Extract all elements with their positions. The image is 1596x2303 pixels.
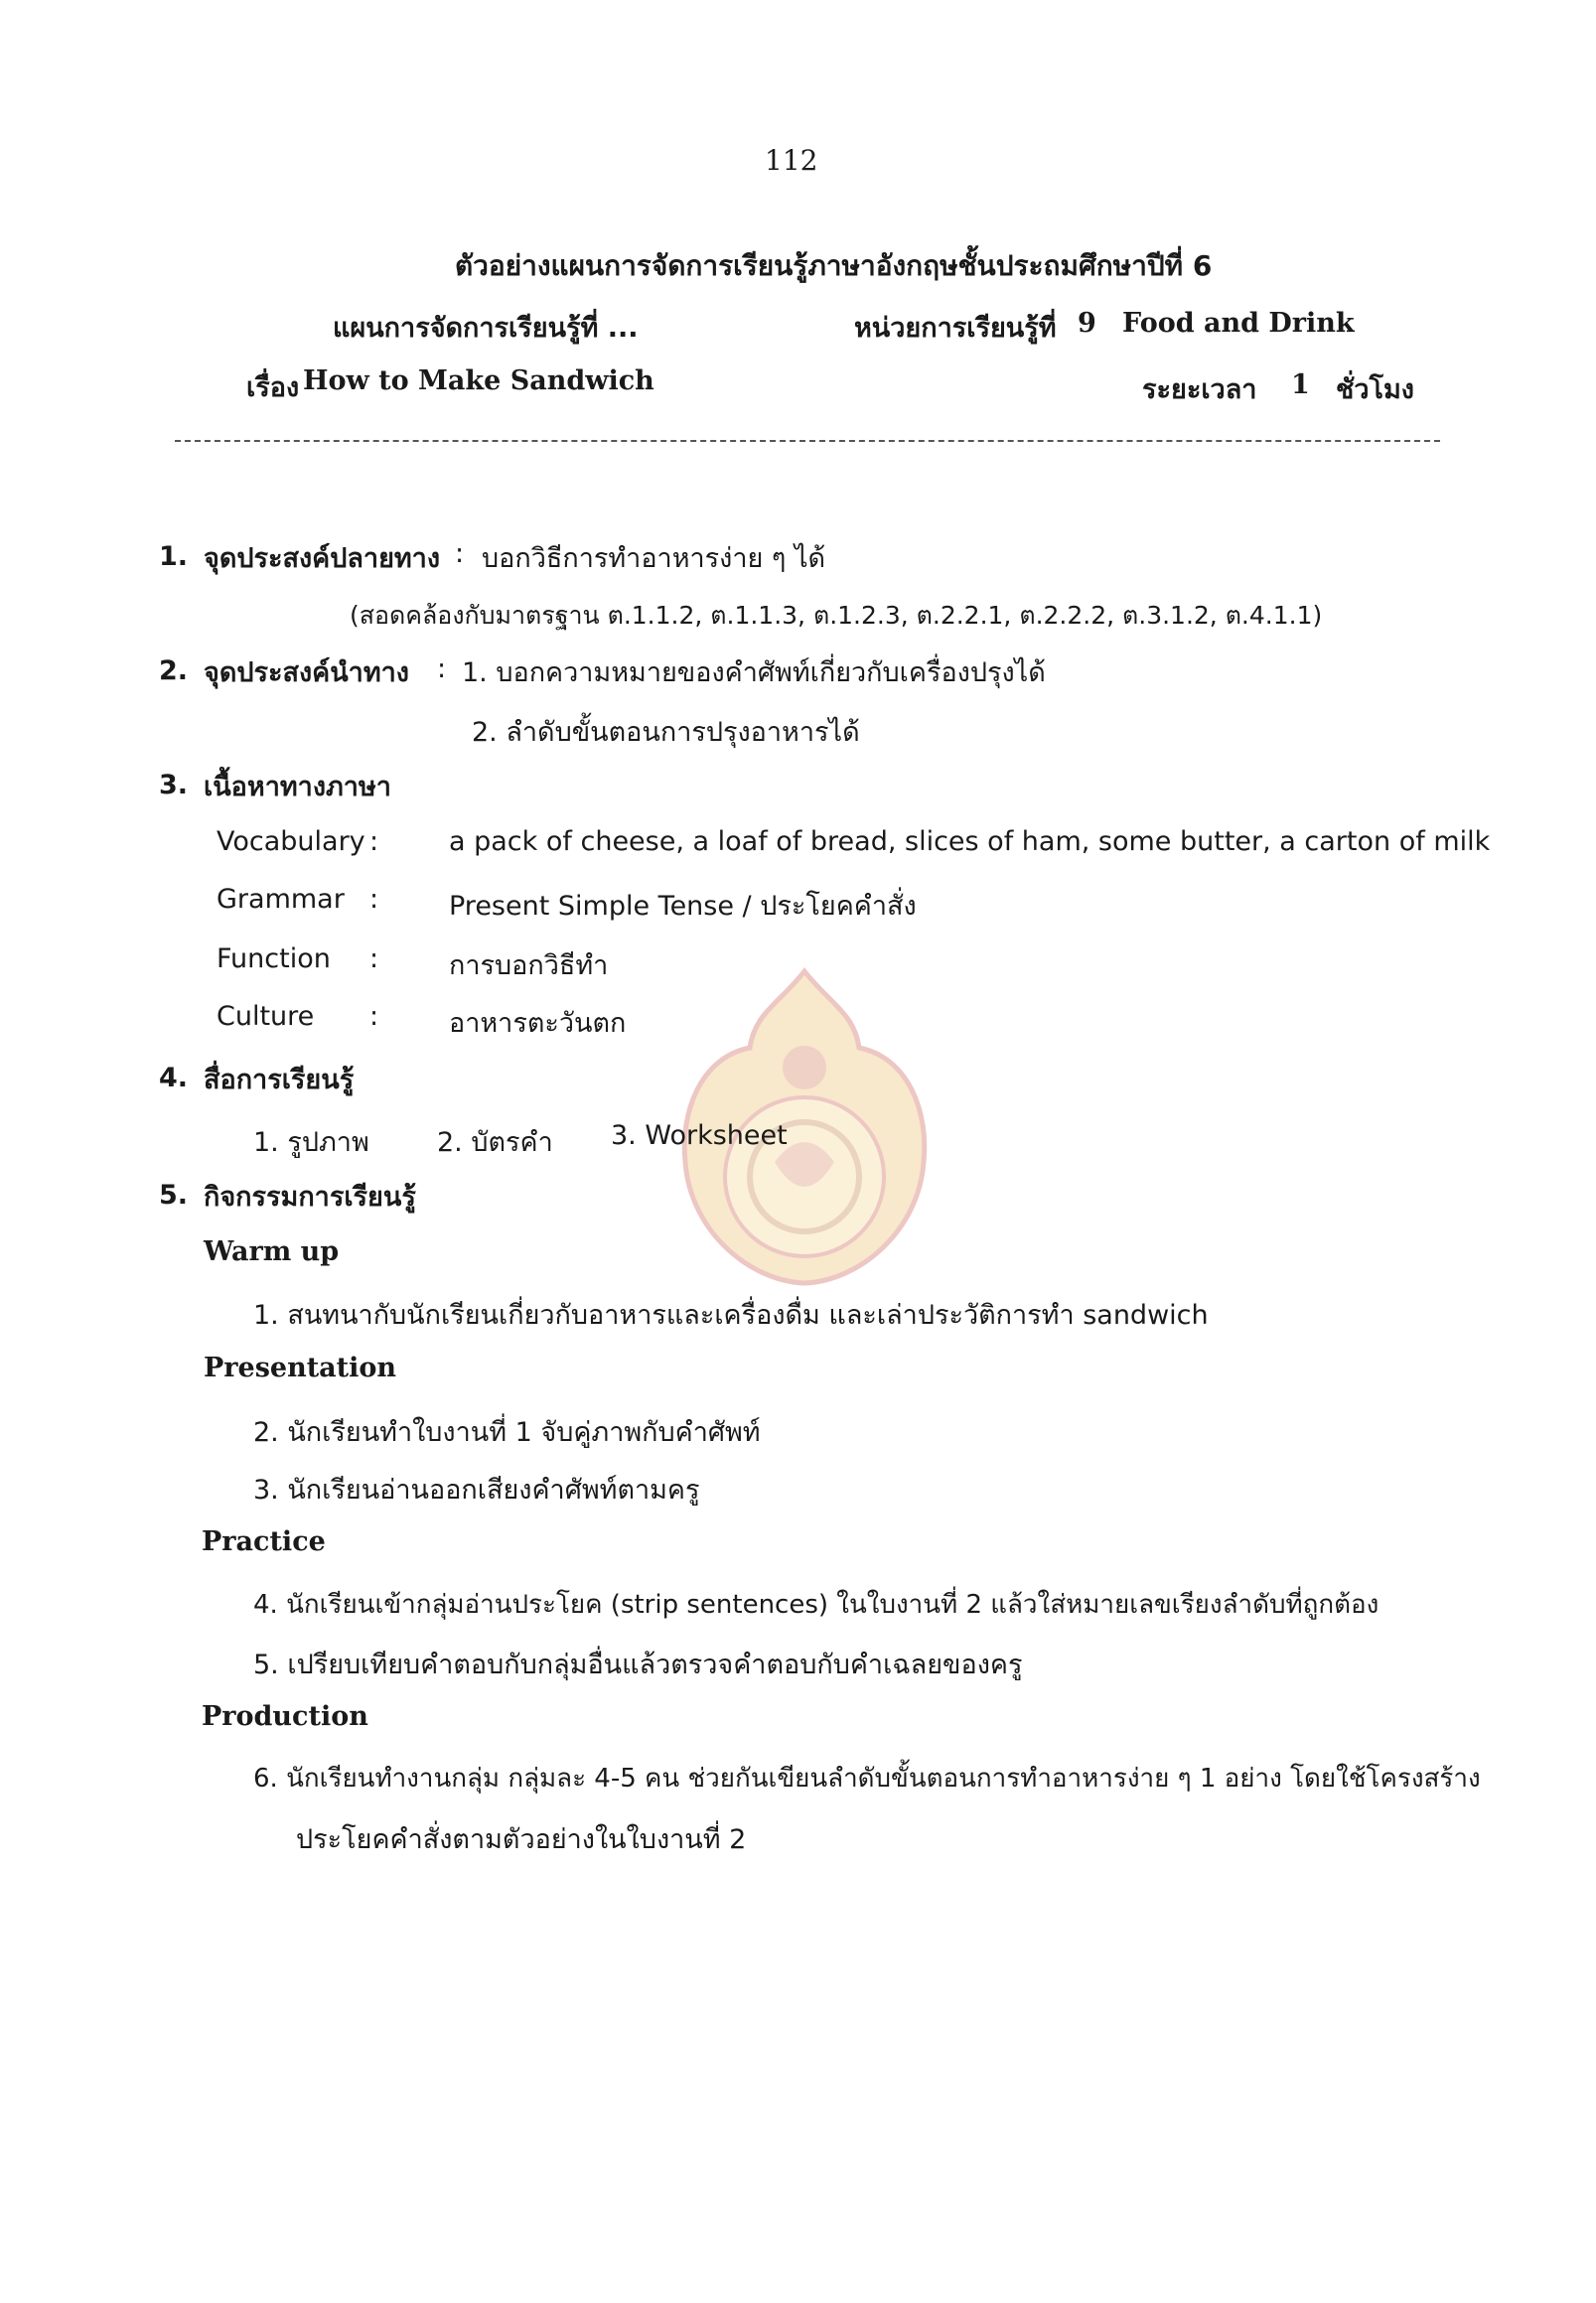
- duration-unit: ชั่วโมง: [1336, 374, 1414, 405]
- section-2-heading: จุดประสงค์นำทาง: [204, 657, 409, 688]
- activity-step-6: 6. นักเรียนทำงานกลุ่ม กลุ่มละ 4-5 คน ช่วยกันเขียนลำดับขั้นตอนการทำอาหารง่าย ๆ 1 อย่าง โดยใช้โครงสร้าง: [253, 1764, 1481, 1794]
- vocabulary-label: Vocabulary: [217, 826, 365, 857]
- section-3-heading: เนื้อหาทางภาษา: [204, 772, 391, 802]
- grammar-colon: :: [369, 884, 379, 915]
- plan-label: แผนการจัดการเรียนรู้ที่ ...: [333, 313, 639, 344]
- media-item-3: 3. Worksheet: [611, 1120, 788, 1151]
- practice-label: Practice: [202, 1526, 326, 1557]
- section-5-number: 5.: [159, 1180, 189, 1211]
- warm-up-label: Warm up: [204, 1236, 340, 1267]
- presentation-label: Presentation: [204, 1353, 397, 1383]
- media-item-2: 2. บัตรคำ: [437, 1127, 553, 1158]
- section-1-standards-note: (สอดคล้องกับมาตรฐาน ต.1.1.2, ต.1.1.3, ต.1.2.3, ต.2.2.1, ต.2.2.2, ต.3.1.2, ต.4.1.1): [350, 601, 1323, 630]
- function-label: Function: [217, 943, 331, 974]
- unit-number: 9: [1078, 308, 1096, 339]
- grammar-label: Grammar: [217, 884, 345, 915]
- unit-name: Food and Drink: [1122, 308, 1355, 339]
- vocabulary-value: a pack of cheese, a loaf of bread, slices of ham, some butter, a carton of milk: [449, 826, 1491, 857]
- topic-title: How to Make Sandwich: [303, 365, 654, 396]
- grammar-value: Present Simple Tense / ประโยคคำสั่ง: [449, 891, 917, 922]
- media-item-1: 1. รูปภาพ: [253, 1127, 369, 1158]
- topic-label: เรื่อง: [246, 372, 300, 403]
- section-1-colon: :: [455, 538, 465, 569]
- duration-label: ระยะเวลา: [1142, 374, 1257, 405]
- section-3-number: 3.: [159, 770, 189, 800]
- function-colon: :: [369, 943, 379, 974]
- activity-step-5: 5. เปรียบเทียบคำตอบกับกลุ่มอื่นแล้วตรวจคำตอบกับคำเฉลยของครู: [253, 1650, 1023, 1680]
- duration-value: 1: [1291, 369, 1310, 400]
- section-1-number: 1.: [159, 541, 189, 572]
- section-2-item-1: 1. บอกความหมายของคำศัพท์เกี่ยวกับเครื่องปรุงได้: [462, 657, 1046, 688]
- activity-step-3: 3. นักเรียนอ่านออกเสียงคำศัพท์ตามครู: [253, 1475, 700, 1506]
- production-label: Production: [202, 1701, 368, 1732]
- vocabulary-colon: :: [369, 826, 379, 857]
- activity-step-1: 1. สนทนากับนักเรียนเกี่ยวกับอาหารและเครื่องดื่ม และเล่าประวัติการทำ sandwich: [253, 1300, 1209, 1331]
- culture-label: Culture: [217, 1001, 315, 1032]
- function-value: การบอกวิธีทำ: [449, 950, 609, 981]
- section-2-colon: :: [437, 653, 447, 684]
- section-1-text: บอกวิธีการทำอาหารง่าย ๆ ได้: [482, 543, 826, 574]
- section-1-heading: จุดประสงค์ปลายทาง: [204, 543, 441, 574]
- header-divider: [175, 440, 1440, 442]
- section-4-number: 4.: [159, 1063, 189, 1093]
- activity-step-2: 2. นักเรียนทำใบงานที่ 1 จับคู่ภาพกับคำศัพท์: [253, 1417, 761, 1448]
- unit-label: หน่วยการเรียนรู้ที่: [854, 313, 1057, 344]
- culture-colon: :: [369, 1001, 379, 1032]
- activity-step-6-continued: ประโยคคำสั่งตามตัวอย่างในใบงานที่ 2: [296, 1824, 747, 1855]
- section-2-item-2: 2. ลำดับขั้นตอนการปรุงอาหารได้: [472, 717, 860, 748]
- page-number: 112: [765, 144, 818, 177]
- activity-step-4: 4. นักเรียนเข้ากลุ่มอ่านประโยค (strip sentences) ในใบงานที่ 2 แล้วใส่หมายเลขเรียงลำดับที่ถูกต้อง: [253, 1590, 1379, 1620]
- section-2-number: 2.: [159, 655, 189, 686]
- culture-value: อาหารตะวันตก: [449, 1008, 627, 1039]
- section-5-heading: กิจกรรมการเรียนรู้: [204, 1182, 416, 1213]
- section-4-heading: สื่อการเรียนรู้: [204, 1065, 355, 1095]
- document-title: ตัวอย่างแผนการจัดการเรียนรู้ภาษาอังกฤษชั้นประถมศึกษาปีที่ 6: [455, 249, 1213, 282]
